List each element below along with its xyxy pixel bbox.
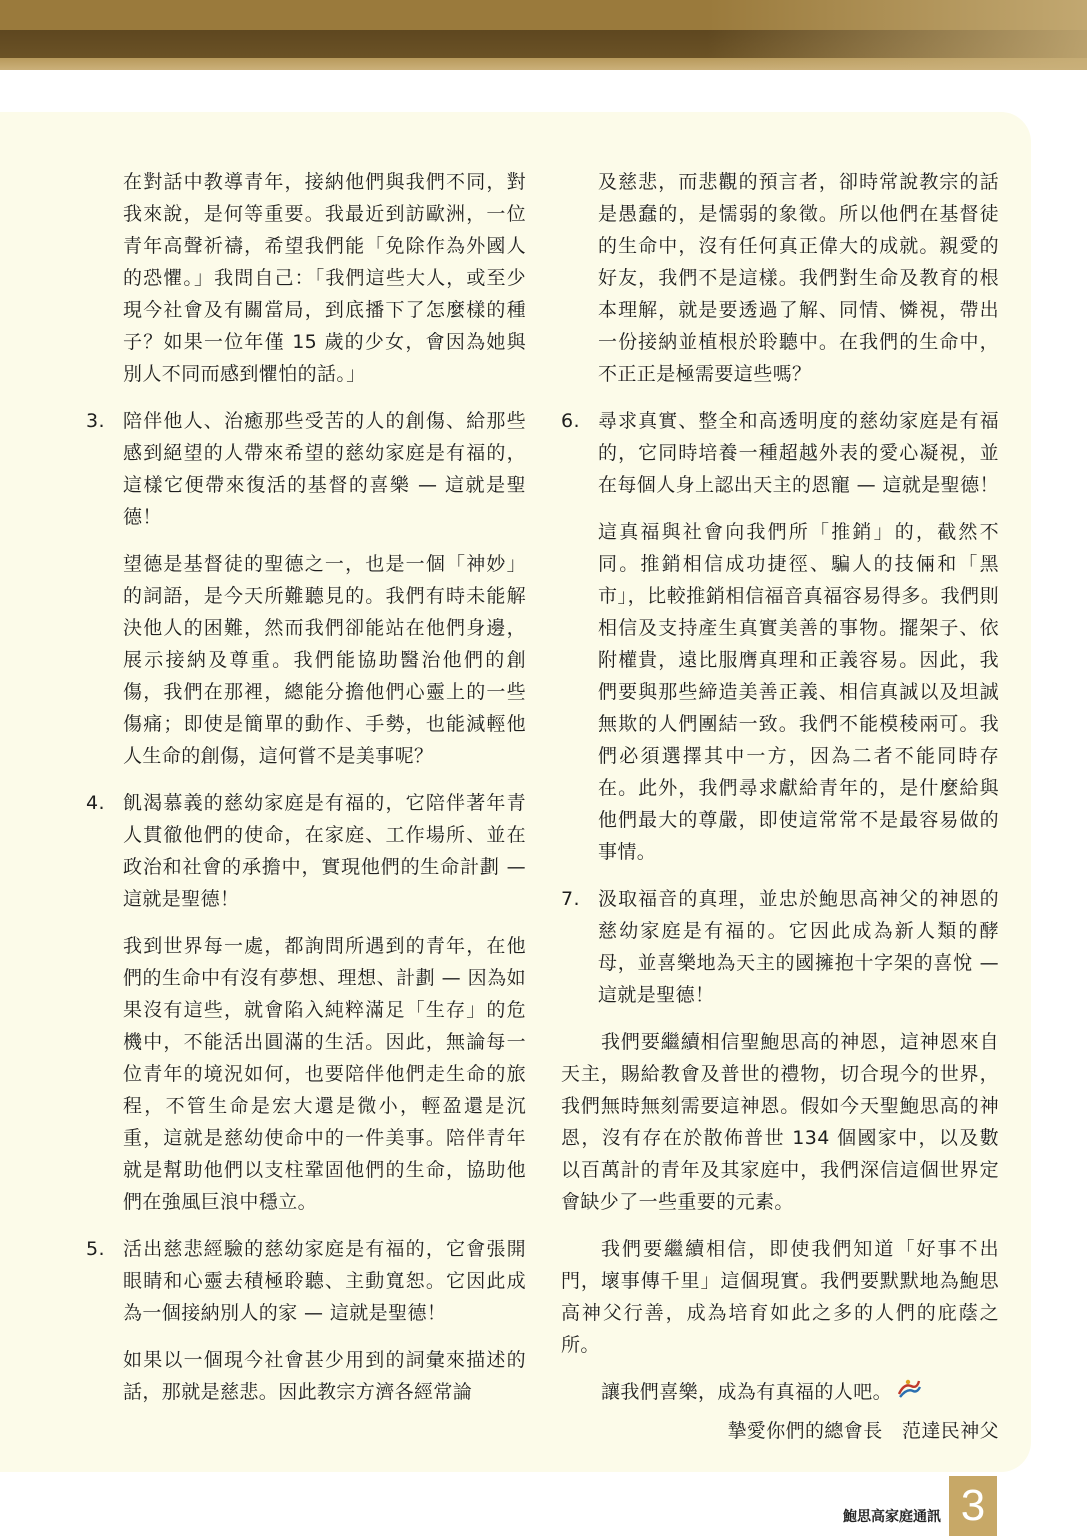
page-number: 3	[949, 1476, 997, 1536]
left-column	[86, 166, 526, 1423]
list-item-7	[561, 883, 999, 1011]
intro-paragraph: 在對話中教導青年，接納他們與我們不同，對我來說，是何等重要。我最近到訪歐洲，一位青年高聲祈禱，希望我們能「免除作為外國人的恐懼。」我問自己：「我們這些大人，或至少現今社會及有關當局，到底播下了怎麼樣的種子？如果一位年僅 15 歲的少女，會因為她與別人不同而感到懼怕的話。」	[123, 171, 526, 385]
keep-believing-paragraph-2: 我們要繼續相信，即使我們知道「好事不出門，壞事傳千里」這個現實。我們要默默地為鮑思高神父行善，成為培育如此之多的人們的庇蔭之所。	[561, 1238, 999, 1356]
publication-title: 鮑思高家庭通訊	[843, 1509, 941, 1525]
continued-paragraph: 及慈悲，而悲觀的預言者，卻時常說教宗的話是愚蠢的，是懦弱的象徵。所以他們在基督徒的生命中，沒有任何真正偉大的成就。親愛的好友，我們不是這樣。我們對生命及教育的根本理解，就是要透過了解、同情、憐視，帶出一份接納並植根於聆聽中。在我們的生命中，不正正是極需要這些嗎？	[598, 171, 999, 385]
item-6-paragraph: 這真福與社會向我們所「推銷」的，截然不同。推銷相信成功捷徑、騙人的技倆和「黑市」，比較推銷相信福音真福容易得多。我們則相信及支持產生真實美善的事物。擺架子、依附權貴，遠比服膺真理和正義容易。因此，我們要與那些締造美善正義、相信真誠以及坦誠無欺的人們團結一致。我們不能模稜兩可。我們必須選擇其中一方，因為二者不能同時存在。此外，我們尋求獻給青年的，是什麼給與他們最大的尊嚴，即使這常常不是最容易做的事情。	[598, 521, 999, 863]
salesian-logo-icon	[896, 1377, 922, 1409]
item-number: 5.	[86, 1238, 105, 1260]
item-text: 尋求真實、整全和高透明度的慈幼家庭是有福的，它同時培養一種超越外表的愛心凝視，並在每個人身上認出天主的恩寵 — 這就是聖德！	[598, 410, 999, 496]
item-text: 汲取福音的真理，並忠於鮑思高神父的神恩的慈幼家庭是有福的。它因此成為新人類的酵母，並喜樂地為天主的國擁抱十字架的喜悅 — 這就是聖德！	[598, 888, 999, 1006]
keep-believing-paragraph-1: 我們要繼續相信聖鮑思高的神恩，這神恩來自天主，賜給教會及普世的禮物，切合現今的世界，我們無時無刻需要這神恩。假如今天聖鮑思高的神恩，沒有存在於散佈普世 134 個國家中，以及數以百萬計的青年及其家庭中，我們深信這個世界定會缺少了一些重要的元素。	[561, 1031, 999, 1213]
right-column	[561, 166, 999, 1447]
list-item-6	[561, 405, 999, 501]
item-4-paragraph: 我到世界每一處，都詢問所遇到的青年，在他們的生命中有沒有夢想、理想、計劃 — 因為如果沒有這些，就會陷入純粹滿足「生存」的危機中，不能活出圓滿的生活。因此，無論每一位青年的境況如何，也要陪伴他們走生命的旅程，不管生命是宏大還是微小，輕盈還是沉重，這就是慈幼使命中的一件美事。陪伴青年就是幫助他們以支柱鞏固他們的生命，協助他們在強風巨浪中穩立。	[123, 935, 526, 1213]
list-item-4	[86, 787, 526, 915]
item-number: 7.	[561, 888, 580, 910]
item-number: 4.	[86, 792, 105, 814]
closing-text: 讓我們喜樂，成為有真福的人吧。	[601, 1381, 893, 1403]
closing-line	[561, 1376, 999, 1409]
list-item-3	[86, 405, 526, 533]
item-5-paragraph: 如果以一個現今社會甚少用到的詞彙來描述的話，那就是慈悲。因此教宗方濟各經常論	[123, 1349, 526, 1403]
item-text: 活出慈悲經驗的慈幼家庭是有福的，它會張開眼睛和心靈去積極聆聽、主動寬恕。它因此成為一個接納別人的家 — 這就是聖德！	[123, 1238, 526, 1324]
header-band	[0, 0, 1087, 70]
item-text: 陪伴他人、治癒那些受苦的人的創傷、給那些感到絕望的人帶來希望的慈幼家庭是有福的，這樣它便帶來復活的基督的喜樂 — 這就是聖德！	[123, 410, 526, 528]
item-3-paragraph: 望德是基督徒的聖德之一，也是一個「神妙」的詞語，是今天所難聽見的。我們有時未能解決他人的困難，然而我們卻能站在他們身邊，展示接納及尊重。我們能協助醫治他們的創傷，我們在那裡，總能分擔他們心靈上的一些傷痛；即使是簡單的動作、手勢，也能減輕他人生命的創傷，這何嘗不是美事呢？	[123, 553, 526, 767]
item-number: 3.	[86, 410, 105, 432]
item-text: 飢渴慕義的慈幼家庭是有福的，它陪伴著年青人貫徹他們的使命，在家庭、工作場所、並在政治和社會的承擔中，實現他們的生命計劃 — 這就是聖德！	[123, 792, 526, 910]
list-item-5	[86, 1233, 526, 1329]
signature: 摯愛你們的總會長 范達民神父	[727, 1419, 999, 1442]
item-number: 6.	[561, 410, 580, 432]
